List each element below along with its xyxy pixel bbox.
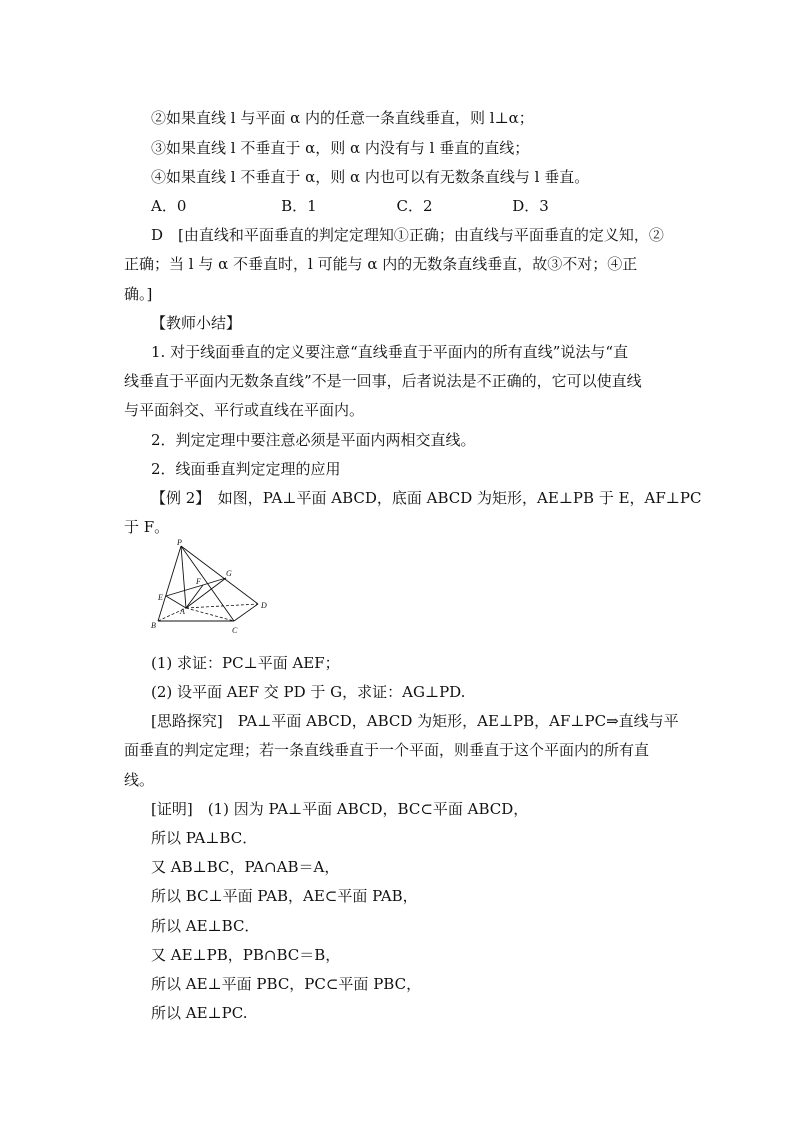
answer-options: A．0 B．1 C．2 D．3 bbox=[151, 197, 549, 215]
point-label-g: G bbox=[226, 569, 232, 578]
point-label-c: C bbox=[232, 626, 238, 635]
text-line: D [由直线和平面垂直的判定定理知①正确；由直线与平面垂直的定义知，② bbox=[151, 226, 664, 244]
text-line: 与平面斜交、平行或直线在平面内。 bbox=[124, 401, 365, 419]
text-line: [思路探究] PA⊥平面 ABCD，ABCD 为矩形，AE⊥PB，AF⊥PC⇒直线与平 bbox=[151, 712, 679, 730]
point-label-b: B bbox=[151, 621, 156, 630]
proof-line: 又 AB⊥BC，PA∩AB＝A， bbox=[151, 858, 340, 876]
pyramid-diagram bbox=[148, 538, 278, 638]
proof-line: 又 AE⊥PB，PB∩BC＝B， bbox=[151, 946, 341, 964]
point-label-a: A bbox=[180, 607, 185, 616]
pyramid-figure bbox=[148, 538, 278, 638]
proof-line: 所以 PA⊥BC． bbox=[151, 829, 258, 847]
section-heading: 【教师小结】 bbox=[151, 314, 242, 332]
text-line: 2．判定定理中要注意必须是平面内两相交直线。 bbox=[151, 431, 476, 449]
text-line: 线。 bbox=[124, 771, 155, 789]
proof-line: 所以 AE⊥平面 PBC，PC⊂平面 PBC， bbox=[151, 975, 422, 993]
point-label-p: P bbox=[177, 538, 182, 547]
text-line: 正确；当 l 与 α 不垂直时，l 可能与 α 内的无数条直线垂直，故③不对；④正 bbox=[124, 255, 638, 273]
text-line: 面垂直的判定定理；若一条直线垂直于一个平面，则垂直于这个平面内的所有直 bbox=[124, 741, 650, 759]
question-part-1: (1) 求证：PC⊥平面 AEF； bbox=[151, 654, 340, 672]
point-label-e: E bbox=[158, 593, 163, 602]
proof-line: 所以 BC⊥平面 PAB，AE⊂平面 PAB， bbox=[151, 887, 418, 905]
text-line: 线垂直于平面内无数条直线”不是一回事，后者说法是不正确的，它可以使直线 bbox=[124, 372, 642, 390]
example-title: 【例 2】 如图，PA⊥平面 ABCD，底面 ABCD 为矩形，AE⊥PB 于 E，AF⊥PC bbox=[151, 489, 702, 507]
point-label-f: F bbox=[196, 577, 201, 586]
text-line: 1. 对于线面垂直的定义要注意“直线垂直于平面内的所有直线”说法与“直 bbox=[151, 343, 629, 361]
text-line: 确。] bbox=[124, 285, 153, 303]
point-label-d: D bbox=[261, 601, 267, 610]
text-line: ④如果直线 l 不垂直于 α，则 α 内也可以有无数条直线与 l 垂直。 bbox=[151, 168, 590, 186]
proof-line: 所以 AE⊥BC． bbox=[151, 917, 260, 935]
text-line: ②如果直线 l 与平面 α 内的任意一条直线垂直，则 l⊥α； bbox=[151, 109, 534, 127]
section-heading: 2．线面垂直判定定理的应用 bbox=[151, 460, 341, 478]
text-line: 于 F。 bbox=[124, 518, 170, 536]
proof-line: [证明] (1) 因为 PA⊥平面 ABCD，BC⊂平面 ABCD， bbox=[151, 800, 529, 818]
text-line: ③如果直线 l 不垂直于 α，则 α 内没有与 l 垂直的直线； bbox=[151, 139, 530, 157]
proof-line: 所以 AE⊥PC. bbox=[151, 1004, 248, 1022]
question-part-2: (2) 设平面 AEF 交 PD 于 G，求证：AG⊥PD. bbox=[151, 683, 466, 701]
